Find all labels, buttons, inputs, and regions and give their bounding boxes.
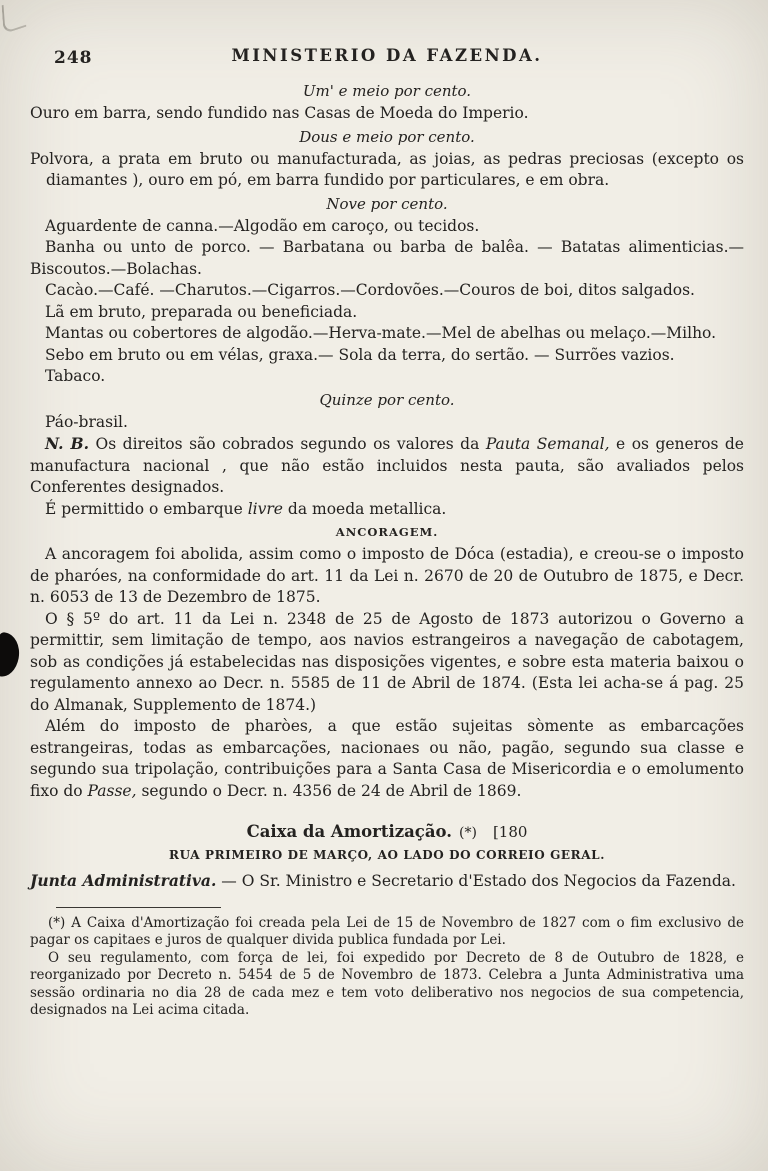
footnote-separator: [56, 907, 221, 908]
caixa-title-row: [30, 822, 744, 841]
rate-heading-quinze: Quinze por cento.: [319, 390, 455, 409]
embarque-text-1: É permittido o embarque: [45, 499, 248, 518]
paragraph-tabaco: Tabaco.: [45, 367, 106, 385]
pauta-semanal-emphasis: Pauta Semanal,: [485, 435, 610, 453]
junta-administrativa-label: Junta Administrativa.: [30, 871, 217, 890]
paragraph-banha: Banha ou unto de porco. — Barbatana ou barba de balêa. — Batatas alimenticias.—Biscoutos.—Bolachas.: [30, 238, 744, 278]
paragraph-ancoragem-abolida: A ancoragem foi abolida, assim como o imposto de Dóca (estadia), e creou-se o imposto de pharóes, na conformidade do art. 11 da Lei n. 2670 de 20 de Outubro de 1875, e Decr. n. 6053 de 13 de Dezembro de 1875.: [30, 545, 744, 606]
passe-emphasis: Passe,: [87, 781, 137, 800]
paragraph-pao-brasil: Páo-brasil.: [45, 412, 128, 431]
footnote-text-2: O seu regulamento, com força de lei, foi expedido por Decreto de 8 de Outubro de 1828, e reorganizado por Decreto n. 5454 de 5 de Novembro de 1873. Celebra a Junta Administrativa uma sessão ordinaria no dia 28 de cada mez e tem voto deliberativo nos negocios de sua competencia, designados na Lei acima citada.: [30, 949, 744, 1018]
livre-emphasis: livre: [247, 499, 283, 518]
embarque-text-2: da moeda metallica.: [282, 499, 447, 518]
rate-heading-dous-e-meio: Dous e meio por cento.: [299, 127, 475, 146]
paragraph-ouro: Ouro em barra, sendo fundido nas Casas de Moeda do Imperio.: [30, 104, 529, 122]
paragraph-cabotagem: O § 5º do art. 11 da Lei n. 2348 de 25 de Agosto de 1873 autorizou o Governo a permittir, sem limitação de tempo, aos navios estrangeiros a navegação de cabotagem, sob as condições já estabelecidas nas disposições vigentes, e sobre esta materia baixou o regulamento annexo ao Decr. n. 5585 de 11 de Abril de 1874. (Esta lei acha-se á pag. 25 do Almanak, Supplemento de 1874.): [30, 609, 744, 714]
pharoes-text-2: segundo o Decr. n. 4356 de 24 de Abril de 1869.: [136, 781, 522, 800]
page-head: [30, 46, 744, 72]
footnote-marker: (*): [459, 825, 477, 841]
paragraph-nota-bene: [30, 433, 744, 499]
paragraph-polvora: Polvora, a prata em bruto ou manufacturada, as joias, as pedras preciosas (excepto os diamantes ), ouro em pó, em barra fundido por particulares, e em obra.: [30, 149, 744, 189]
caixa-title: Caixa da Amortização.: [246, 822, 453, 841]
nota-bene-text-2: e os generos de manufactura nacional , que não estão incluidos nesta pauta, são avaliados pelos Conferentes designados.: [30, 435, 744, 496]
paragraph-mantas: Mantas ou cobertores de algodão.—Herva-mate.—Mel de abelhas ou melaço.—Milho.: [45, 324, 717, 342]
paragraph-la: Lã em bruto, preparada ou beneficiada.: [45, 302, 358, 321]
paragraph-cacao: Cacào.—Café. —Charutos.—Cigarros.—Cordovões.—Couros de boi, ditos salgados.: [45, 281, 695, 299]
paragraph-aguardente: Aguardente de canna.—Algodão em caroço, ou tecidos.: [45, 216, 480, 235]
paragraph-sebo: Sebo em bruto ou em vélas, graxa.— Sola da terra, do sertão. — Surrões vazios.: [45, 345, 675, 364]
nota-bene-label: N. B.: [45, 434, 90, 453]
column-reference: [180: [492, 823, 528, 841]
page-header-title: MINISTERIO DA FAZENDA.: [231, 46, 543, 65]
caixa-address: RUA PRIMEIRO DE MARÇO, AO LADO DO CORREIO GERAL.: [169, 848, 605, 862]
paragraph-junta-administrativa: [30, 870, 744, 893]
paragraph-embarque-livre: [30, 499, 744, 521]
page-number: 248: [54, 48, 93, 68]
caixa-amortizacao-section: [30, 822, 744, 893]
footnote-text-1: (*) A Caixa d'Amortização foi creada pela Lei de 15 de Novembro de 1827 com o fim exclusivo de pagar os capitaes e juros de qualquer divida publica fundada por Lei.: [30, 914, 744, 948]
rate-heading-um-e-meio: Um' e meio por cento.: [302, 82, 472, 100]
paragraph-pharoes: [30, 716, 744, 802]
ancoragem-heading: ANCORAGEM.: [335, 525, 439, 539]
pharoes-text-1: Além do imposto de pharòes, a que estão sujeitas sòmente as embarcações estrangeiras, todas as embarcações, nacionaes ou não, pagão, segundo sua classe e segundo sua tripolação, contribuições para a Santa Casa de Misericordia e o emolumento fixo do: [30, 717, 744, 800]
junta-text: — O Sr. Ministro e Secretario d'Estado dos Negocios da Fazenda.: [216, 872, 736, 890]
footnote-section: [30, 907, 744, 1020]
rate-heading-nove: Nove por cento.: [326, 194, 448, 213]
nota-bene-text-1: Os direitos são cobrados segundo os valores da: [89, 435, 486, 453]
